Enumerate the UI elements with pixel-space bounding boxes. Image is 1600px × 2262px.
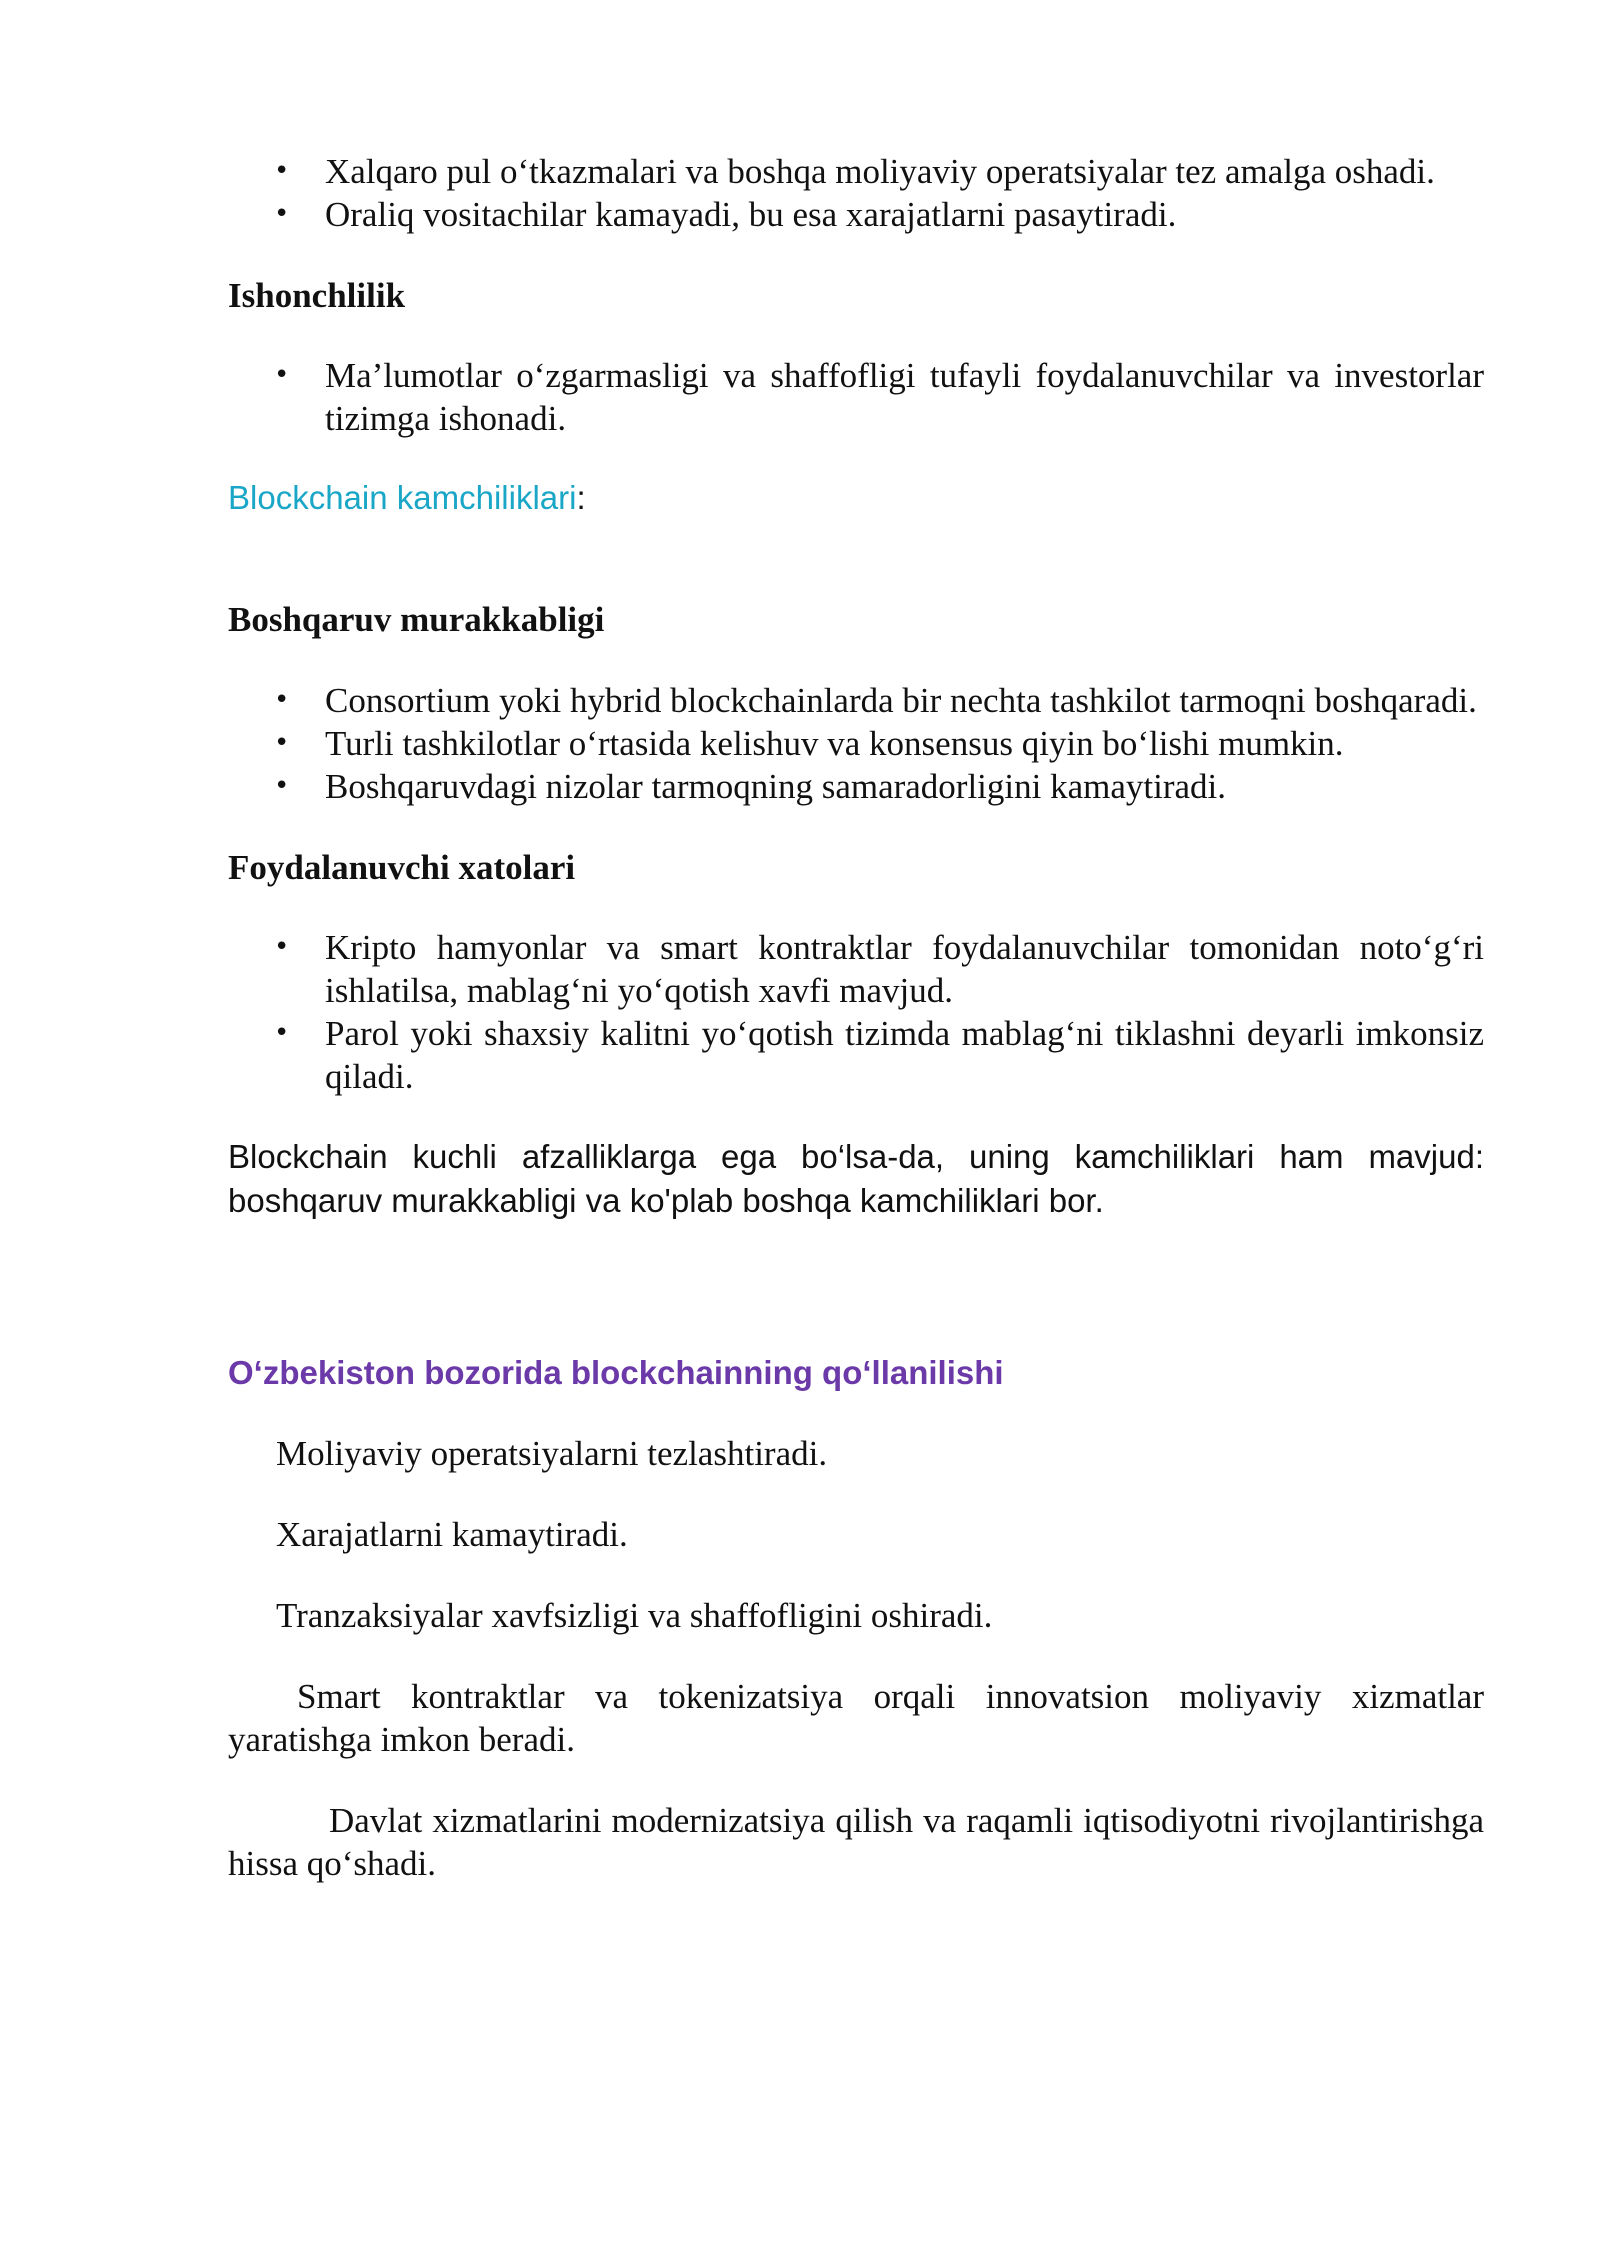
paragraph-5: Davlat xizmatlarini modernizatsiya qilish va raqamli iqtisodiyotni rivojlantirishga hissa qo‘shadi. xyxy=(228,1801,1484,1883)
heading-ishonchlilik: Ishonchlilik xyxy=(228,276,406,315)
list-item: • Parol yoki shaxsiy kalitni yo‘qotish tizimda mablag‘ni tiklashni deyarli imkonsiz qiladi. xyxy=(228,1012,1484,1098)
heading-kamchiliklar xyxy=(228,476,1484,519)
bullet-list-boshqaruv xyxy=(228,679,1484,808)
bullet-list-ishonchlilik xyxy=(228,354,1484,440)
heading-uzbekistan: O‘zbekiston bozorida blockchainning qo‘llanilishi xyxy=(228,1354,1004,1391)
summary-paragraph: Blockchain kuchli afzalliklarga ega bo‘lsa-da, uning kamchiliklari ham mavjud: boshqaruv murakkabligi va ko'plab boshqa kamchiliklari bor. xyxy=(228,1138,1484,1219)
heading-boshqaruv: Boshqaruv murakkabligi xyxy=(228,600,605,639)
paragraph-3: Tranzaksiyalar xavfsizligi va shaffofligini oshiradi. xyxy=(276,1596,993,1635)
list-item: • Oraliq vositachilar kamayadi, bu esa xarajatlarni pasaytiradi. xyxy=(228,193,1484,236)
bullet-list-top xyxy=(228,150,1484,236)
list-item: • Ma’lumotlar o‘zgarmasligi va shaffofligi tufayli foydalanuvchilar va investorlar tizimga ishonadi. xyxy=(228,354,1484,440)
page-content xyxy=(228,150,1484,1885)
paragraph-1: Moliyaviy operatsiyalarni tezlashtiradi. xyxy=(276,1434,828,1473)
list-item: • Xalqaro pul o‘tkazmalari va boshqa moliyaviy operatsiyalar tez amalga oshadi. xyxy=(228,150,1484,193)
list-item: • Kripto hamyonlar va smart kontraktlar foydalanuvchilar tomonidan noto‘g‘ri ishlatilsa, mablag‘ni yo‘qotish xavfi mavjud. xyxy=(228,926,1484,1012)
heading-kamchiliklar-text: Blockchain kamchiliklari xyxy=(228,479,577,516)
paragraph-2: Xarajatlarni kamaytiradi. xyxy=(276,1515,628,1554)
heading-xatolar: Foydalanuvchi xatolari xyxy=(228,848,576,887)
paragraph-4: Smart kontraktlar va tokenizatsiya orqali innovatsion moliyaviy xizmatlar yaratishga imkon beradi. xyxy=(228,1677,1484,1759)
bullet-list-xatolar xyxy=(228,926,1484,1098)
heading-kamchiliklar-colon: : xyxy=(576,479,586,516)
list-item: • Consortium yoki hybrid blockchainlarda bir nechta tashkilot tarmoqni boshqaradi. xyxy=(228,679,1484,722)
list-item: • Boshqaruvdagi nizolar tarmoqning samaradorligini kamaytiradi. xyxy=(228,765,1484,808)
list-item: • Turli tashkilotlar o‘rtasida kelishuv va konsensus qiyin bo‘lishi mumkin. xyxy=(228,722,1484,765)
